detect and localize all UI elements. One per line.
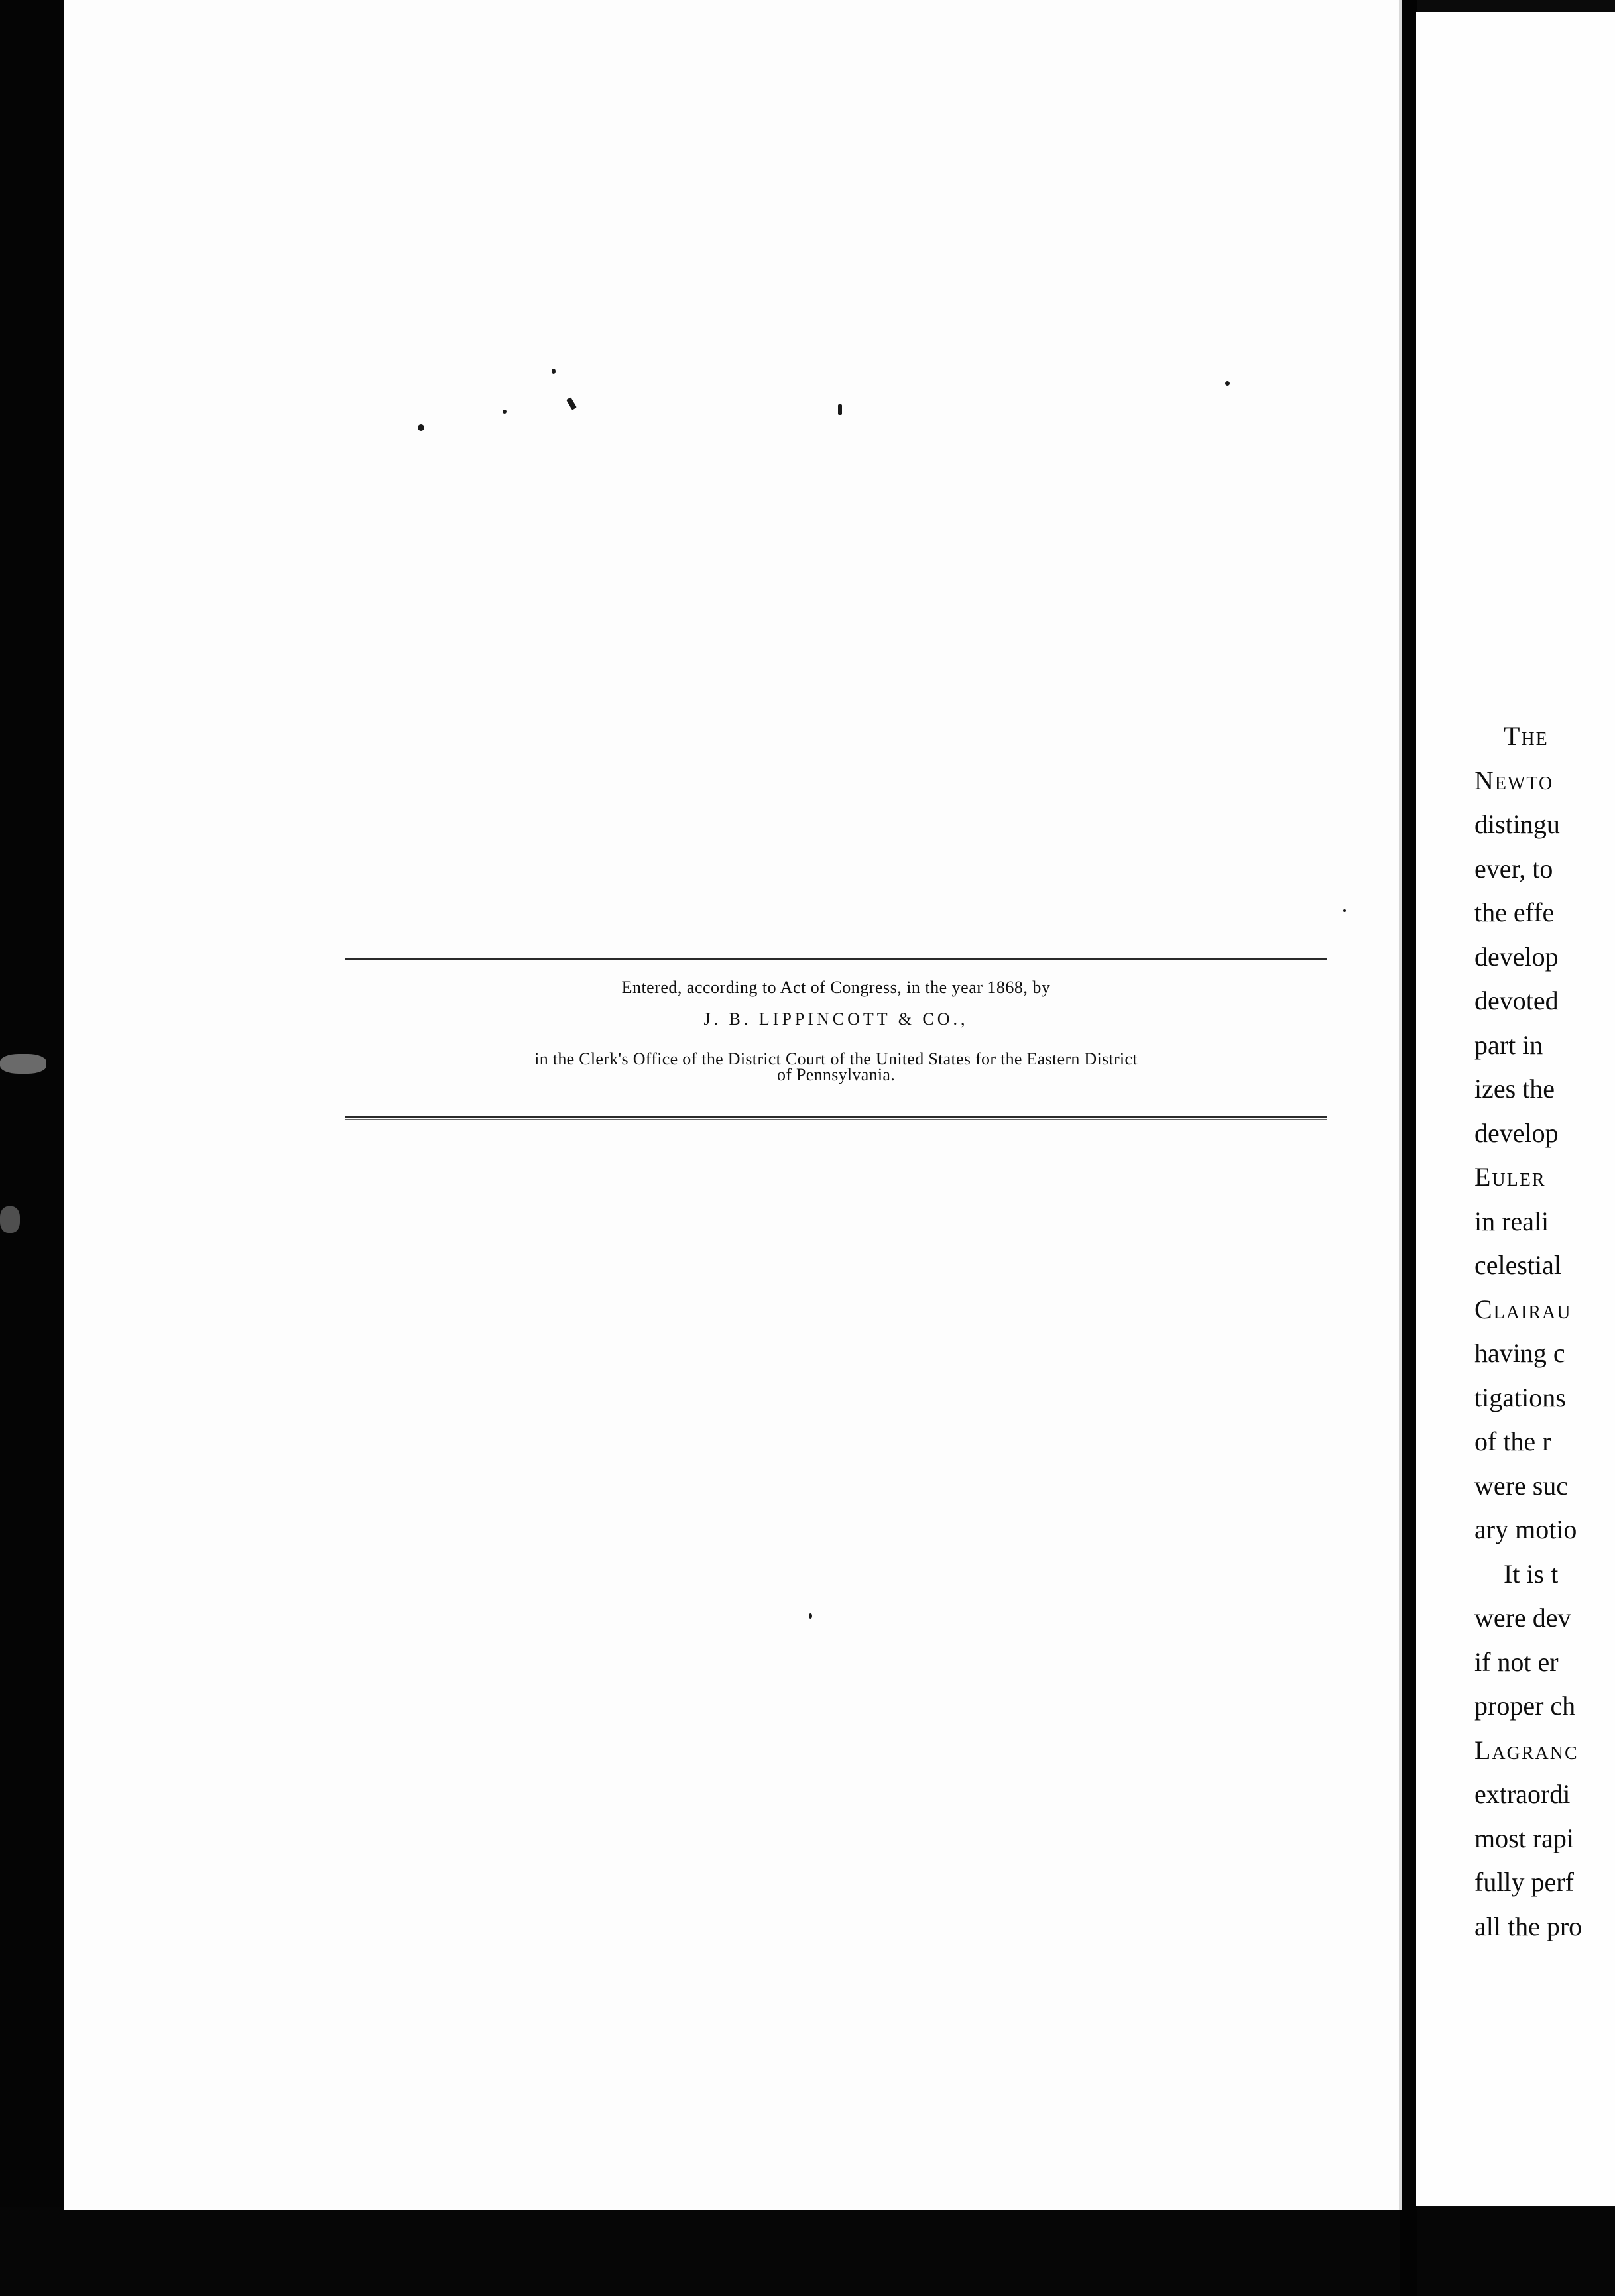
- rule-top: [345, 958, 1327, 960]
- right-page-line: develop: [1474, 941, 1559, 972]
- scan-edge-mark: [0, 1206, 20, 1233]
- right-page-line: Euler: [1474, 1162, 1546, 1192]
- right-page-line: It is t: [1504, 1558, 1559, 1589]
- right-page-line: celestial: [1474, 1250, 1562, 1280]
- right-page-line: in reali: [1474, 1206, 1549, 1236]
- right-page-line: proper ch: [1474, 1691, 1576, 1721]
- speck: [418, 424, 424, 431]
- right-page-line: were suc: [1474, 1470, 1569, 1501]
- right-page-line: izes the: [1474, 1074, 1555, 1104]
- speck: [552, 369, 556, 374]
- right-page-line: having c: [1474, 1338, 1565, 1368]
- right-page-line: tigations: [1474, 1382, 1566, 1412]
- rule-bottom: [345, 1116, 1327, 1118]
- right-page-line: if not er: [1474, 1646, 1559, 1677]
- right-page-line: ever, to: [1474, 853, 1553, 884]
- right-page-line: Newto: [1474, 765, 1554, 795]
- right-page-line: ary motio: [1474, 1515, 1577, 1544]
- right-page-line: part in: [1474, 1029, 1543, 1060]
- speck: [838, 404, 842, 415]
- right-page-line: of the r: [1474, 1426, 1551, 1456]
- right-page-line: all the pro: [1474, 1911, 1583, 1941]
- left-page: [64, 0, 1402, 2210]
- right-page-line: Clairau: [1474, 1294, 1572, 1324]
- right-page-line: most rapi: [1474, 1823, 1574, 1853]
- page-gutter: [1400, 0, 1417, 2296]
- copyright-office-line: [345, 1051, 1327, 1083]
- right-page-line: Lagranc: [1474, 1735, 1579, 1765]
- right-page-text: [1474, 715, 1615, 1949]
- right-page: [1416, 12, 1615, 2206]
- right-page-line: develop: [1474, 1118, 1559, 1148]
- copyright-office-line-a: in the Clerk's Office of the District Court of the United States for the Eastern District: [534, 1049, 1138, 1068]
- right-page-line: were dev: [1474, 1603, 1571, 1633]
- speck: [1343, 909, 1346, 912]
- scan-edge-mark: [0, 1054, 46, 1074]
- right-page-line: fully perf: [1474, 1867, 1574, 1897]
- right-page-line: distingu: [1474, 809, 1560, 839]
- speck: [566, 397, 577, 410]
- speck: [1225, 381, 1230, 386]
- right-page-line: devoted: [1474, 986, 1559, 1015]
- scan-background-bottom: [0, 2207, 1615, 2296]
- right-page-line: The: [1504, 721, 1549, 751]
- publisher-name: J. B. LIPPINCOTT & CO.,: [703, 1009, 969, 1029]
- rule-bottom-thin: [345, 1119, 1327, 1120]
- right-page-line: the effe: [1474, 897, 1555, 927]
- copyright-entered-line: Entered, according to Act of Congress, in the year 1868, by: [621, 978, 1051, 997]
- scan-background-left: [0, 0, 66, 2296]
- right-page-line: extraordi: [1474, 1779, 1571, 1809]
- speck: [809, 1613, 812, 1619]
- speck: [503, 410, 507, 414]
- copyright-office-line-b: of Pennsylvania.: [776, 1065, 896, 1084]
